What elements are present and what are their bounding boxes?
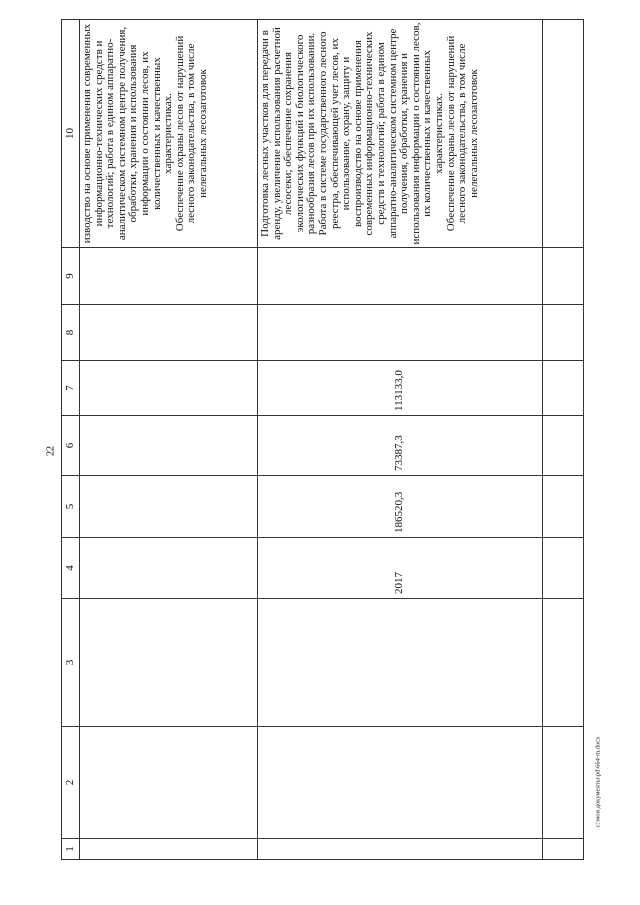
table-row (80, 20, 258, 860)
table-cell-amount: 113133,0 (258, 361, 543, 416)
column-number-6: 6 (62, 416, 80, 476)
column-number-2: 2 (62, 727, 80, 839)
page-number: 22 (45, 446, 57, 456)
table-cell-amount (80, 416, 258, 476)
column-number-9: 9 (62, 248, 80, 305)
table-cell (543, 305, 584, 361)
column-number-7: 7 (62, 361, 80, 416)
description-cell (258, 20, 543, 248)
table-cell (80, 305, 258, 361)
table-cell (258, 839, 543, 860)
column-number-3: 3 (62, 599, 80, 727)
table-cell (543, 361, 584, 416)
table-cell-total (80, 476, 258, 538)
table-cell (543, 727, 584, 839)
table-row (258, 20, 543, 860)
table-cell-amount: 73387,3 (258, 416, 543, 476)
column-number-1: 1 (62, 839, 80, 860)
table-cell-amount (80, 361, 258, 416)
rotated-table-wrapper (61, 20, 576, 860)
table-cell (258, 727, 543, 839)
table-cell (543, 248, 584, 305)
table-cell-year: 2017 (258, 538, 543, 599)
column-number-5: 5 (62, 476, 80, 538)
table-cell (543, 416, 584, 476)
description-cell (80, 20, 258, 248)
footer-file-path: c:\мои документы\pd\664-m.docx (594, 736, 602, 828)
description-cell (543, 20, 584, 248)
table-cell (258, 305, 543, 361)
column-number-10: 10 (62, 20, 80, 248)
table-header-row (62, 20, 80, 860)
table-cell-year (80, 538, 258, 599)
table-cell (543, 538, 584, 599)
table-row (543, 20, 584, 860)
table-cell (543, 839, 584, 860)
description-paragraph: Обеспечение охраны лесов от нарушений лесного законодательства, в том числе нелегальных лесозаготовок (173, 35, 209, 232)
data-table (61, 19, 584, 860)
description-paragraph: изводство на основе применения современных информационно-технических средств и технологий; работа в едином аппаратно-аналитическом системном центре получения, обработки, хранения и использования информации о состоянии лесов, их количественных и качественных характеристиках. (81, 23, 175, 244)
description-paragraph: Обеспечение охраны лесов от нарушений лесного законодательства, в том числе нелегальных лесозаготовок (444, 35, 480, 232)
table-cell (258, 599, 543, 727)
table-cell (80, 248, 258, 305)
description-paragraph: Подготовка лесных участков для передачи в аренду, увеличение использования расчетной лесосеки; обеспечение сохранения экологических функций и биологического разнообразия лесов при их использовании. (259, 27, 318, 240)
column-number-4: 4 (62, 538, 80, 599)
table-cell-total: 186520,3 (258, 476, 543, 538)
table-cell (543, 476, 584, 538)
table-cell (258, 248, 543, 305)
column-number-8: 8 (62, 305, 80, 361)
table-cell (80, 727, 258, 839)
table-cell (543, 599, 584, 727)
table-cell (80, 599, 258, 727)
table-cell (80, 839, 258, 860)
description-paragraph: Работа в системе государственного лесного реестра, обеспечивающей учет лесов, их использование, охрану, защиту и воспроизводство на основе применения современных информационно-технических средств и технологий; работа в едином аппаратно-аналитическом системном центре получения, обработки, хранения и использования информации о состоянии лесов, их количественных и качественных характеристиках. (316, 22, 445, 245)
